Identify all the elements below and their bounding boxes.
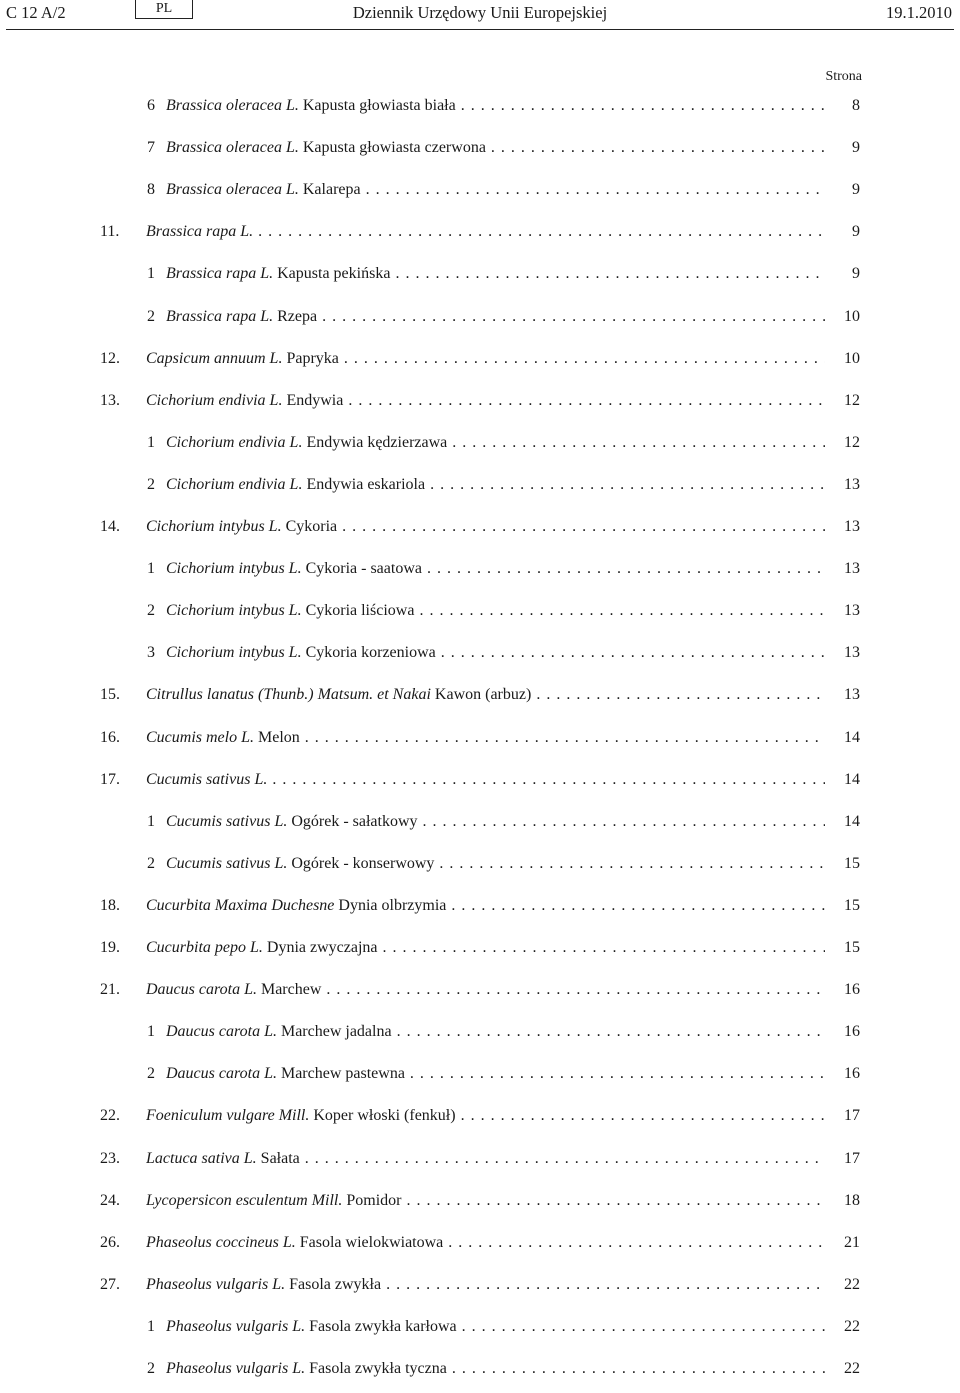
subentry-number: 1 <box>147 560 155 578</box>
entry-number: 24. <box>100 1191 120 1209</box>
latin-name: Cichorium intybus L. <box>166 644 302 662</box>
common-name: Kawon (arbuz) <box>430 686 532 704</box>
page-number: 16 <box>844 1065 860 1083</box>
subentry-number: 8 <box>147 181 155 199</box>
common-name: Endywia kędzierzawa <box>302 433 448 451</box>
latin-name: Daucus carota L. <box>166 1065 277 1083</box>
toc-entry <box>0 729 960 759</box>
common-name: Kapusta głowiasta czerwona <box>298 139 486 157</box>
toc-entry <box>0 771 960 801</box>
common-name: Endywia <box>282 391 344 409</box>
entry-number: 21. <box>100 981 120 999</box>
common-name: Fasola zwykła karłowa <box>305 1317 457 1335</box>
subentry-number: 2 <box>147 307 155 325</box>
subentry-number: 1 <box>147 265 155 283</box>
toc-entry <box>0 265 960 295</box>
latin-name: Lactuca sativa L. <box>146 1149 257 1167</box>
toc-entry <box>0 1150 960 1180</box>
entry-title <box>146 981 825 999</box>
page-number: 13 <box>844 644 860 662</box>
latin-name: Lycopersicon esculentum Mill. <box>146 1191 343 1209</box>
latin-name: Cichorium intybus L. <box>166 602 302 620</box>
page-number: 14 <box>844 770 860 788</box>
entry-number: 12. <box>100 349 120 367</box>
page-number: 22 <box>844 1317 860 1335</box>
entry-title <box>166 1360 825 1378</box>
entry-title <box>166 813 825 831</box>
subentry-number: 1 <box>147 433 155 451</box>
latin-name: Brassica rapa L. <box>166 265 274 283</box>
publication-date: 19.1.2010 <box>886 3 952 22</box>
entry-title <box>146 1234 825 1252</box>
entry-title <box>146 518 825 536</box>
entry-title <box>146 729 825 747</box>
latin-name: Brassica oleracea L. <box>166 97 299 114</box>
latin-name: Phaseolus vulgaris L. <box>146 1275 286 1293</box>
page-column-label: Strona <box>825 69 862 84</box>
latin-name: Brassica rapa L. <box>166 307 274 325</box>
page-number: 15 <box>844 854 860 872</box>
entry-title <box>166 308 825 326</box>
toc-entry <box>0 1276 960 1306</box>
page-number: 13 <box>844 475 860 493</box>
page-number: 13 <box>844 602 860 620</box>
page-number: 15 <box>844 939 860 956</box>
page-number: 9 <box>852 139 860 157</box>
entry-title <box>146 939 825 957</box>
page-number: 8 <box>852 97 860 114</box>
entry-title <box>146 392 825 410</box>
subentry-number: 1 <box>147 812 155 830</box>
latin-name: Cichorium intybus L. <box>166 560 302 578</box>
toc-entry <box>0 1065 960 1095</box>
toc-entry <box>0 139 960 169</box>
toc-entry <box>0 560 960 590</box>
common-name: Cykoria <box>281 518 338 535</box>
toc-entry <box>0 392 960 422</box>
entry-title <box>146 771 825 789</box>
toc-entry <box>0 813 960 843</box>
common-name: Cykoria - saatowa <box>301 560 422 578</box>
common-name: Koper włoski (fenkuł) <box>309 1107 456 1125</box>
toc-entry <box>0 518 960 548</box>
subentry-number: 6 <box>147 97 155 114</box>
common-name: Fasola wielokwiatowa <box>295 1233 444 1251</box>
common-name: Ogórek - konserwowy <box>287 854 435 872</box>
entry-number: 22. <box>100 1107 120 1125</box>
latin-name: Cichorium endivia L. <box>166 433 303 451</box>
entry-title <box>146 686 825 704</box>
entry-title <box>146 897 825 915</box>
common-name: Dynia olbrzymia <box>334 896 447 914</box>
toc-entry <box>0 1023 960 1053</box>
common-name: Cykoria liściowa <box>301 602 415 620</box>
toc-entry <box>0 1360 960 1390</box>
subentry-number: 7 <box>147 139 155 157</box>
page-number: 18 <box>844 1191 860 1209</box>
common-name: Pomidor <box>342 1191 402 1209</box>
page-number: 13 <box>844 518 860 535</box>
common-name: Marchew jadalna <box>276 1023 392 1041</box>
entry-title <box>146 1192 825 1210</box>
subentry-number: 1 <box>147 1023 155 1041</box>
toc-entry <box>0 602 960 632</box>
latin-name: Cucumis sativus L. <box>166 854 288 872</box>
toc-entry <box>0 181 960 211</box>
subentry-number: 2 <box>147 602 155 620</box>
entry-title <box>166 1318 825 1336</box>
subentry-number: 2 <box>147 854 155 872</box>
page-number: 15 <box>844 896 860 914</box>
latin-name: Capsicum annuum L. <box>146 349 283 367</box>
latin-name: Cucumis melo L. <box>146 728 254 746</box>
latin-name: Cichorium endivia L. <box>146 391 283 409</box>
toc-entry <box>0 981 960 1011</box>
entry-title <box>166 139 825 157</box>
entry-title <box>166 855 825 873</box>
page-number: 14 <box>844 812 860 830</box>
header-rule <box>6 29 954 30</box>
subentry-number: 1 <box>147 1317 155 1335</box>
entry-number: 26. <box>100 1233 120 1251</box>
toc-entry <box>0 434 960 464</box>
entry-number: 17. <box>100 770 120 788</box>
language-tab: PL <box>135 0 193 19</box>
latin-name: Phaseolus vulgaris L. <box>166 1360 306 1377</box>
toc-entry <box>0 1192 960 1222</box>
page-number: 13 <box>844 686 860 704</box>
journal-title: Dziennik Urzędowy Unii Europejskiej <box>352 3 608 22</box>
toc-entry <box>0 897 960 927</box>
latin-name: Cichorium intybus L. <box>146 518 282 535</box>
page-number: 10 <box>844 307 860 325</box>
entry-title <box>146 1276 825 1294</box>
page-number: 9 <box>852 223 860 241</box>
entry-number: 15. <box>100 686 120 704</box>
entry-title <box>166 560 825 578</box>
entry-number: 13. <box>100 391 120 409</box>
toc-entry <box>0 939 960 969</box>
latin-name: Cucumis sativus L. <box>166 812 288 830</box>
subentry-number: 2 <box>147 475 155 493</box>
toc-entry <box>0 223 960 253</box>
toc-entry <box>0 308 960 338</box>
page-number: 16 <box>844 1023 860 1041</box>
page-number: 14 <box>844 728 860 746</box>
toc-entry <box>0 350 960 380</box>
entry-number: 14. <box>100 518 120 535</box>
entry-title <box>146 1150 825 1168</box>
latin-name: Brassica oleracea L. <box>166 139 299 157</box>
toc-entry <box>0 686 960 716</box>
subentry-number: 3 <box>147 644 155 662</box>
entry-number: 16. <box>100 728 120 746</box>
toc-entry <box>0 644 960 674</box>
common-name: Cykoria korzeniowa <box>301 644 436 662</box>
entry-title <box>166 265 825 283</box>
entry-title <box>166 1023 825 1041</box>
common-name: Kapusta głowiasta biała <box>298 97 456 114</box>
entry-number: 11. <box>100 223 120 241</box>
toc-entry <box>0 1234 960 1264</box>
common-name: Kapusta pekińska <box>273 265 391 283</box>
common-name: Papryka <box>282 349 339 367</box>
latin-name: Phaseolus vulgaris L. <box>166 1317 306 1335</box>
series-label: C 12 A/2 <box>6 3 66 22</box>
latin-name: Brassica rapa L. <box>146 223 254 241</box>
entry-number: 19. <box>100 939 120 956</box>
latin-name: Cucurbita Maxima Duchesne <box>146 896 335 914</box>
entry-title <box>166 602 825 620</box>
entry-title <box>166 476 825 494</box>
common-name: Marchew pastewna <box>276 1065 405 1083</box>
entry-title <box>166 434 825 452</box>
common-name: Dynia zwyczajna <box>262 939 378 956</box>
entry-title <box>166 644 825 662</box>
latin-name: Brassica oleracea L. <box>166 181 299 199</box>
subentry-number: 2 <box>147 1360 155 1377</box>
page-number: 16 <box>844 981 860 999</box>
latin-name: Phaseolus coccineus L. <box>146 1233 296 1251</box>
latin-name: Foeniculum vulgare Mill. <box>146 1107 310 1125</box>
page-number: 17 <box>844 1107 860 1125</box>
common-name: Melon <box>254 728 300 746</box>
page-number: 22 <box>844 1275 860 1293</box>
toc-entry <box>0 476 960 506</box>
entry-number: 18. <box>100 896 120 914</box>
toc-entry <box>0 1107 960 1137</box>
page-number: 12 <box>844 433 860 451</box>
page-number: 22 <box>844 1360 860 1377</box>
latin-name: Cucurbita pepo L. <box>146 939 263 956</box>
latin-name: Daucus carota L. <box>166 1023 277 1041</box>
page-number: 9 <box>852 265 860 283</box>
latin-name: Citrullus lanatus (Thunb.) Matsum. et Nakai <box>146 686 431 704</box>
common-name: Ogórek - sałatkowy <box>287 812 418 830</box>
page-number: 12 <box>844 391 860 409</box>
toc-entry <box>0 1318 960 1348</box>
page-number: 17 <box>844 1149 860 1167</box>
page-number: 21 <box>844 1233 860 1251</box>
latin-name: Daucus carota L. <box>146 981 257 999</box>
common-name: Fasola zwykła tyczna <box>305 1360 447 1377</box>
toc-entry <box>0 97 960 127</box>
page-header <box>0 0 960 30</box>
common-name: Sałata <box>256 1149 300 1167</box>
entry-title <box>166 1065 825 1083</box>
subentry-number: 2 <box>147 1065 155 1083</box>
common-name: Fasola zwykła <box>285 1275 382 1293</box>
entry-title <box>146 223 825 241</box>
entry-number: 23. <box>100 1149 120 1167</box>
common-name: Marchew <box>256 981 322 999</box>
page-number: 10 <box>844 349 860 367</box>
toc-entry <box>0 855 960 885</box>
entry-title <box>166 181 825 199</box>
entry-title <box>166 97 825 115</box>
page-number: 13 <box>844 560 860 578</box>
common-name: Rzepa <box>273 307 318 325</box>
entry-title <box>146 1107 825 1125</box>
common-name: Kalarepa <box>298 181 361 199</box>
latin-name: Cichorium endivia L. <box>166 475 303 493</box>
common-name: Endywia eskariola <box>302 475 426 493</box>
entry-number: 27. <box>100 1275 120 1293</box>
page-number: 9 <box>852 181 860 199</box>
latin-name: Cucumis sativus L. <box>146 770 268 788</box>
entry-title <box>146 350 825 368</box>
